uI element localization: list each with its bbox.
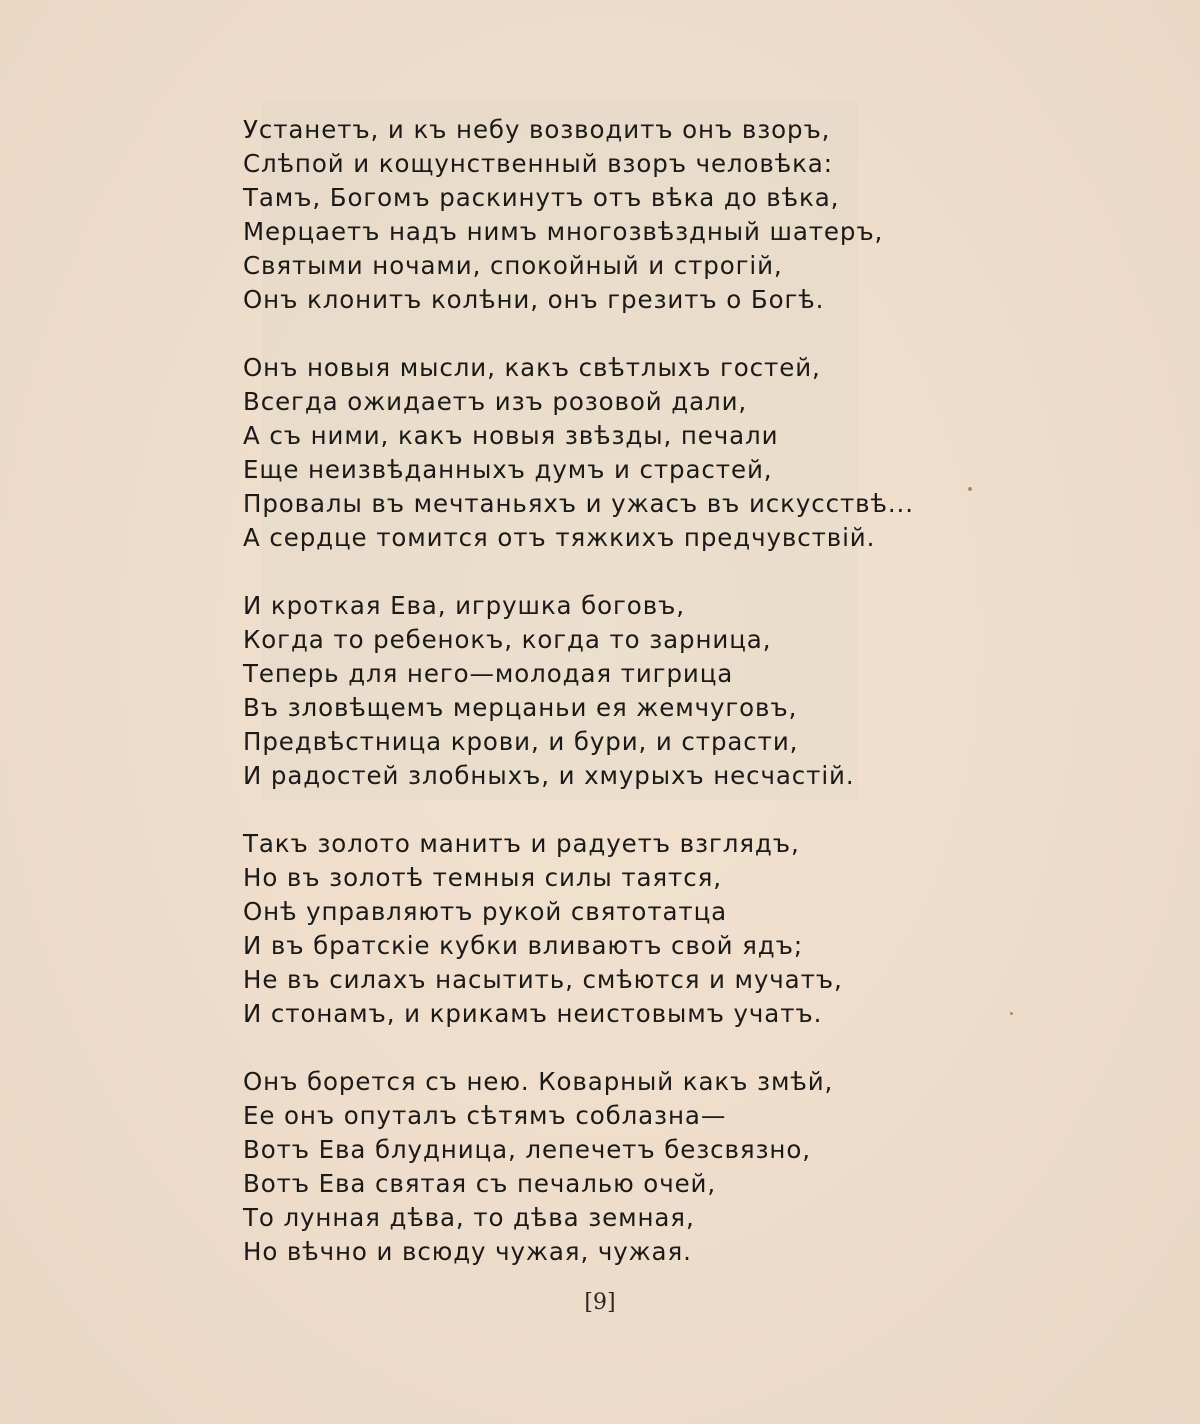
stanza-2	[243, 351, 914, 555]
poem-line: Въ зловѣщемъ мерцаньи ея жемчуговъ,	[243, 693, 798, 722]
poem-line: Мерцаетъ надъ нимъ многозвѣздный шатеръ,	[243, 217, 884, 246]
poem-line: И кроткая Ева, игрушка боговъ,	[243, 591, 685, 620]
poem-line: Такъ золото манитъ и радуетъ взглядъ,	[243, 829, 800, 858]
poem-line: Когда то ребенокъ, когда то зарница,	[243, 625, 772, 654]
poem-line: То лунная дѣва, то дѣва земная,	[243, 1203, 695, 1232]
poem-line: Всегда ожидаетъ изъ розовой дали,	[243, 387, 748, 416]
stanza-4	[243, 827, 883, 1031]
poem-line: И стонамъ, и крикамъ неистовымъ учатъ.	[243, 999, 823, 1028]
poem-line: И радостей злобныхъ, и хмурыхъ несчастій.	[243, 761, 855, 790]
paper-speck	[1010, 1012, 1013, 1015]
poem-line: Предвѣстница крови, и бури, и страсти,	[243, 727, 799, 756]
poem-line: Не въ силахъ насытить, смѣются и мучатъ,	[243, 965, 843, 994]
poem-line: А съ ними, какъ новыя звѣзды, печали	[243, 421, 779, 450]
page-number: [9]	[584, 1290, 616, 1315]
poem-line: Вотъ Ева блудница, лепечетъ безсвязно,	[243, 1135, 811, 1164]
poem-line: Святыми ночами, спокойный и строгій,	[243, 251, 783, 280]
poem-line: Провалы въ мечтаньяхъ и ужасъ въ искусствѣ...	[243, 489, 914, 518]
paper-speck	[968, 487, 972, 491]
stanza-5	[243, 1065, 883, 1269]
poem-line: Онъ новыя мысли, какъ свѣтлыхъ гостей,	[243, 353, 821, 382]
poem-line: Вотъ Ева святая съ печалью очей,	[243, 1169, 717, 1198]
poem-line: Онъ борется съ нею. Коварный какъ змѣй,	[243, 1067, 834, 1096]
stanza-3	[243, 589, 883, 793]
poem-line: Тамъ, Богомъ раскинутъ отъ вѣка до вѣка,	[243, 183, 840, 212]
stanza-1	[243, 113, 883, 317]
poem-line: Ее онъ опуталъ сѣтямъ соблазна—	[243, 1101, 727, 1130]
poem-line: Устанетъ, и къ небу возводитъ онъ взоръ,	[243, 115, 831, 144]
poem-line: И въ братскіе кубки вливаютъ свой ядъ;	[243, 931, 803, 960]
poem-line: Еще неизвѣданныхъ думъ и страстей,	[243, 455, 773, 484]
poem-line: Но въ золотѣ темныя силы таятся,	[243, 863, 722, 892]
poem-line: А сердце томится отъ тяжкихъ предчувствій.	[243, 523, 876, 552]
poem-text	[243, 113, 914, 1303]
poem-line: Слѣпой и кощунственный взоръ человѣка:	[243, 149, 833, 178]
poem-line: Но вѣчно и всюду чужая, чужая.	[243, 1237, 692, 1266]
poem-line: Теперь для него—молодая тигрица	[243, 659, 734, 688]
poem-line: Онѣ управляютъ рукой святотатца	[243, 897, 728, 926]
poem-line: Онъ клонитъ колѣни, онъ грезитъ о Богѣ.	[243, 285, 825, 314]
